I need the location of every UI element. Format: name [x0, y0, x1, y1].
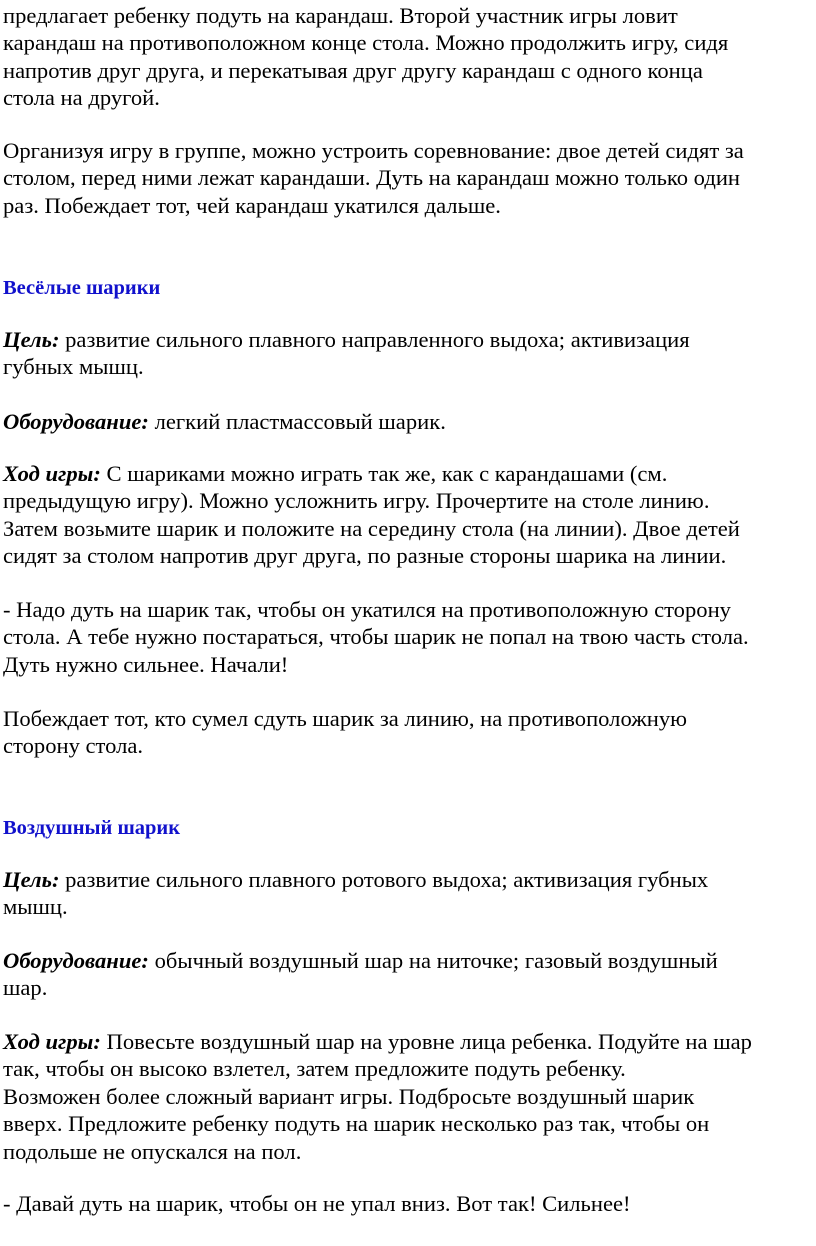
equipment-text: обычный воздушный шар на ниточке; газовый воздушный	[148, 948, 718, 973]
goal-label: Цель:	[3, 327, 60, 352]
text-line: сидят за столом напротив друг друга, по разные стороны шарика на линии.	[3, 543, 727, 569]
course-label: Ход игры:	[3, 1029, 101, 1054]
text-line	[3, 866, 815, 893]
section2-speech	[3, 1190, 815, 1217]
text-line	[3, 947, 815, 974]
text-line: Организуя игру в группе, можно устроить соревнование: двое детей сидят за	[3, 138, 744, 163]
intro-paragraph-1	[3, 2, 815, 112]
text-line: раз. Побеждает тот, чей карандаш укатился дальше.	[3, 192, 501, 218]
text-line: Дуть нужно сильнее. Начали!	[3, 651, 289, 677]
course-text: С шариками можно играть так же, как с карандашами (см.	[100, 461, 668, 486]
goal-text: развитие сильного плавного ротового выдоха; активизация губных	[59, 867, 709, 892]
text-line: подольше не опускался на пол.	[3, 1138, 302, 1164]
goal-label: Цель:	[3, 867, 60, 892]
text-line: предыдущую игру). Можно усложнить игру. Прочертите на столе линию.	[3, 488, 710, 514]
text-line: напротив друг друга, и перекатывая друг другу карандаш с одного конца	[3, 57, 703, 83]
text-line	[3, 460, 815, 487]
text-line: стола. А тебе нужно постараться, чтобы шарик не попал на твою часть стола.	[3, 624, 749, 650]
course-text: Повесьте воздушный шар на уровне лица ребенка. Подуйте на шар	[100, 1029, 752, 1054]
section1-equipment	[3, 408, 815, 435]
text-line: Затем возьмите шарик и положите на середину стола (на линии). Двое детей	[3, 515, 740, 541]
text-line: шар.	[3, 975, 48, 1001]
equipment-label: Оборудование:	[3, 409, 149, 434]
text-line: так, чтобы он высоко взлетел, затем предложите подуть ребенку.	[3, 1056, 626, 1082]
text-line: мышц.	[3, 894, 68, 920]
text-line	[3, 408, 815, 435]
text-line: предлагает ребенку подуть на карандаш. Второй участник игры ловит	[3, 3, 678, 28]
course-label: Ход игры:	[3, 461, 101, 486]
section1-speech	[3, 596, 815, 678]
text-line: вверх. Предложите ребенку подуть на шарик несколько раз так, чтобы он	[3, 1111, 710, 1137]
text-line: - Надо дуть на шарик так, чтобы он укатился на противоположную сторону	[3, 597, 731, 622]
intro-paragraph-2	[3, 137, 815, 219]
text-line: губных мышц.	[3, 354, 144, 380]
section2-equipment	[3, 947, 815, 1002]
text-line: Побеждает тот, кто сумел сдуть шарик за линию, на противоположную	[3, 706, 688, 731]
text-line	[3, 1028, 815, 1055]
section1-result	[3, 705, 815, 760]
text-line: карандаш на противоположном конце стола. Можно продолжить игру, сидя	[3, 30, 729, 56]
text-line: сторону стола.	[3, 733, 144, 759]
equipment-label: Оборудование:	[3, 948, 149, 973]
section2-goal	[3, 866, 815, 921]
section1-course	[3, 460, 815, 570]
equipment-text: легкий пластмассовый шарик.	[148, 409, 446, 434]
text-line	[3, 326, 815, 353]
section2-course	[3, 1028, 815, 1165]
text-line: стола на другой.	[3, 85, 160, 111]
section1-goal	[3, 326, 815, 381]
text-line: Возможен более сложный вариант игры. Подбросьте воздушный шарик	[3, 1083, 695, 1109]
section-heading-veselye-shariki: Весёлые шарики	[3, 277, 161, 299]
text-line: столом, перед ними лежат карандаши. Дуть на карандаш можно только один	[3, 165, 740, 191]
text-line: - Давай дуть на шарик, чтобы он не упал вниз. Вот так! Сильнее!	[3, 1191, 631, 1216]
section-heading-vozdushnyy-sharik: Воздушный шарик	[3, 817, 181, 839]
goal-text: развитие сильного плавного направленного выдоха; активизация	[59, 327, 690, 352]
